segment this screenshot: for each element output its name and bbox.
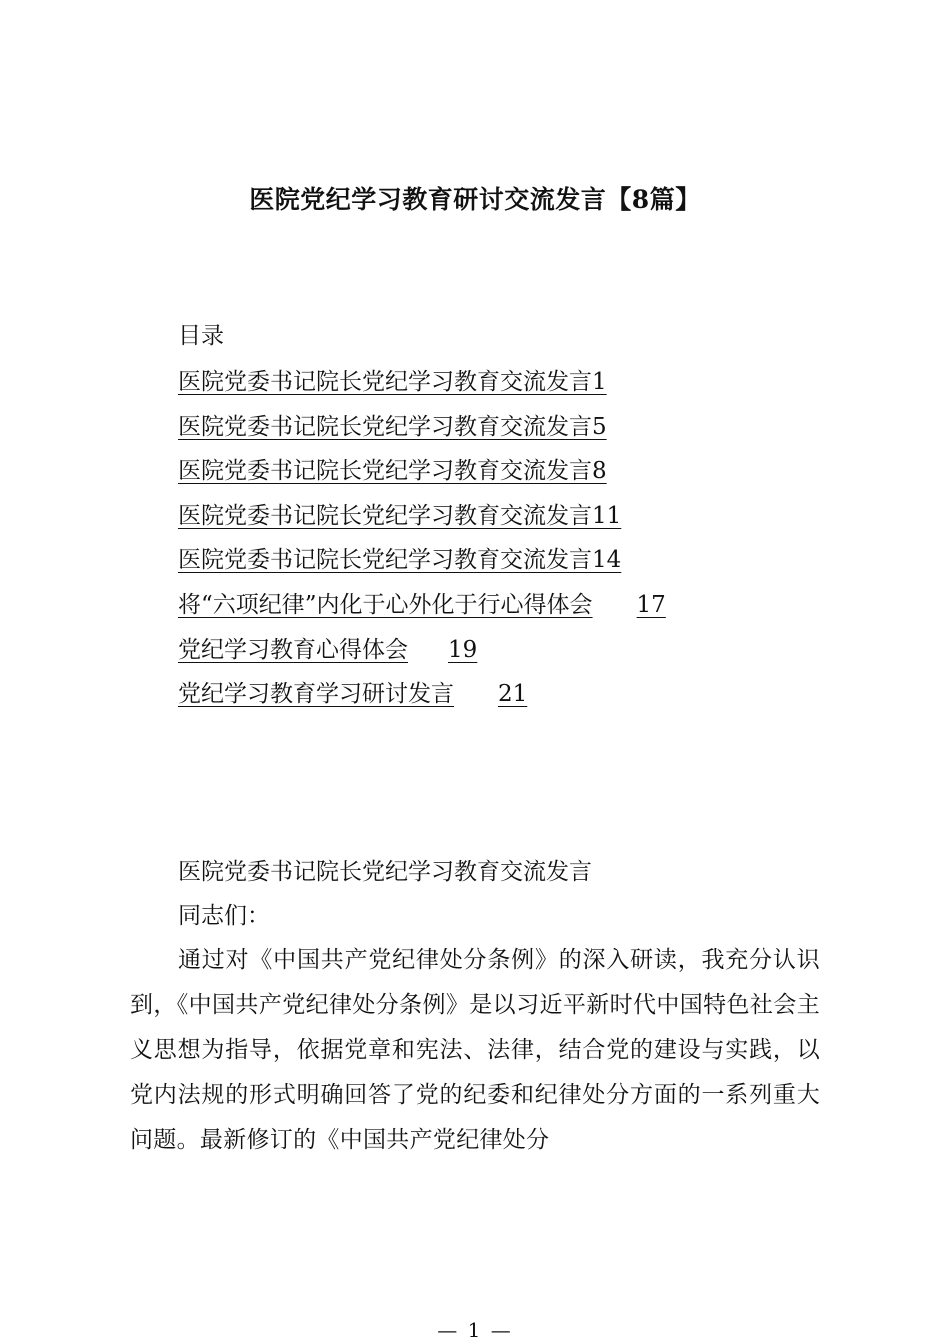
document-title: 医院党纪学习教育研讨交流发言【8篇】: [249, 185, 701, 214]
toc-item-page: 11: [592, 502, 622, 529]
toc-list: [178, 362, 818, 719]
toc-item-page: 1: [592, 369, 607, 395]
toc-item: [178, 585, 818, 630]
toc-item-label: 医院党委书记院长党纪学习教育交流发言: [178, 547, 592, 574]
section-title: 医院党委书记院长党纪学习教育交流发言: [178, 859, 592, 885]
toc-item-page: 17: [636, 591, 666, 618]
toc-item-label: 医院党委书记院长党纪学习教育交流发言: [178, 458, 592, 485]
toc-item: [178, 540, 818, 585]
toc-link[interactable]: [178, 681, 527, 707]
toc-item-label: 党纪学习教育心得体会: [178, 636, 408, 663]
toc-item-page: 8: [592, 458, 607, 485]
toc-item-page: 5: [592, 413, 607, 440]
toc-item: [178, 451, 818, 496]
toc-item-label: 医院党委书记院长党纪学习教育交流发言: [178, 502, 592, 529]
toc-item: [178, 362, 818, 407]
toc-item-page: 19: [448, 636, 478, 663]
toc-item: [178, 407, 818, 452]
toc-link[interactable]: [178, 458, 607, 484]
toc-item-page: 21: [498, 681, 528, 708]
toc-item: [178, 674, 818, 719]
toc-link[interactable]: [178, 503, 621, 529]
body-paragraph: 通过对《中国共产党纪律处分条例》的深入研读，我充分认识到，《中国共产党纪律处分条例》是以习近平新时代中国特色社会主义思想为指导，依据党章和宪法、法律，结合党的建设与实践，以党内法规的形式明确回答了党的纪委和纪律处分方面的一系列重大问题。最新修订的《中国共产党纪律处分: [130, 947, 820, 1153]
toc-item: [178, 496, 818, 541]
article-section: [130, 850, 820, 1163]
toc-item-label: 医院党委书记院长党纪学习教育交流发言: [178, 413, 592, 440]
toc-link[interactable]: [178, 414, 607, 440]
greeting: 同志们：: [178, 903, 270, 929]
toc-link[interactable]: [178, 547, 621, 573]
toc-item-label: 将“六项纪律”内化于心外化于行心得体会: [178, 591, 593, 618]
toc-link[interactable]: [178, 592, 666, 618]
toc-link[interactable]: [178, 637, 477, 663]
toc-link[interactable]: [178, 369, 607, 395]
toc-item-page: 14: [592, 547, 622, 574]
table-of-contents: [178, 318, 818, 719]
toc-item-label: 医院党委书记院长党纪学习教育交流发言: [178, 369, 592, 395]
toc-item: [178, 630, 818, 675]
toc-heading: 目录: [178, 323, 224, 349]
toc-item-label: 党纪学习教育学习研讨发言: [178, 681, 454, 708]
page-number: — 1 —: [437, 1318, 513, 1342]
